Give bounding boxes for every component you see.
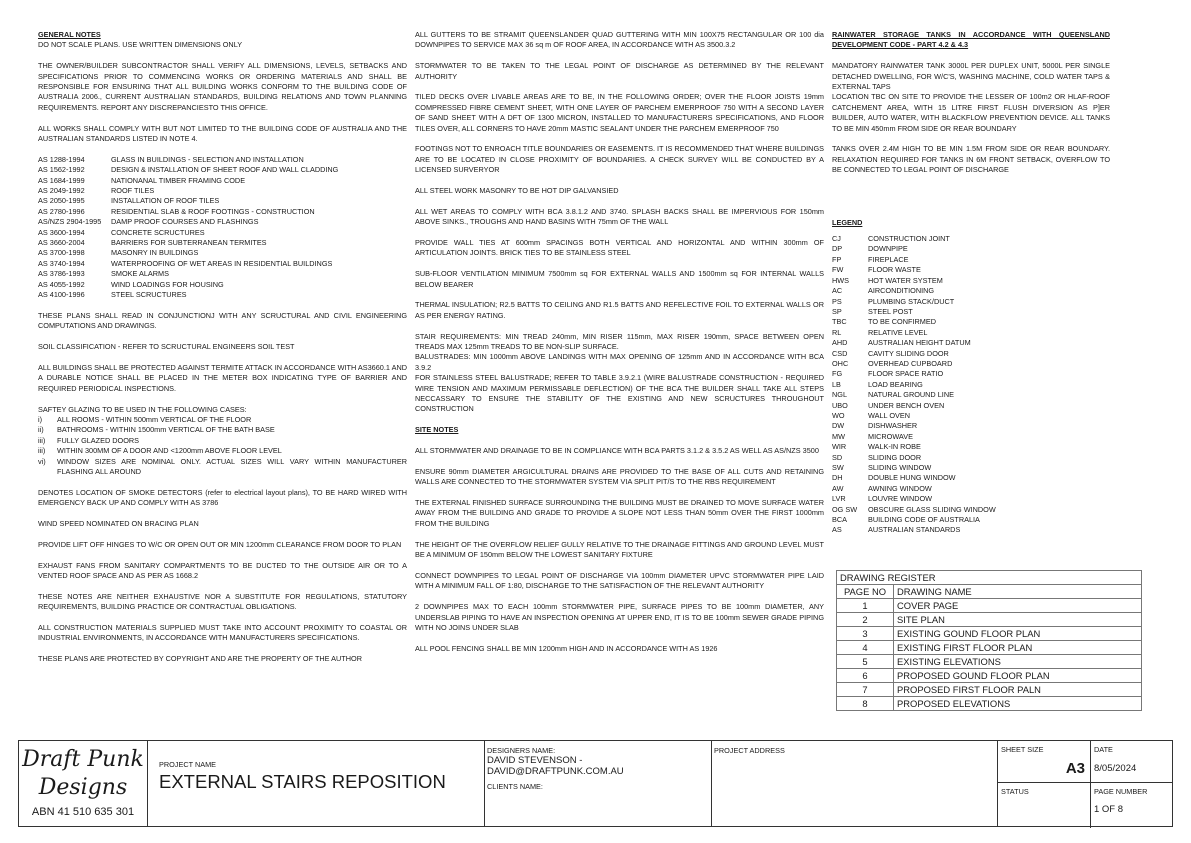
address-cell xyxy=(712,741,998,826)
legend-item: FP FIREPLACE xyxy=(832,254,909,264)
standard-row: AS 3786-1993 SMOKE ALARMS xyxy=(38,269,169,279)
drawing-register xyxy=(836,570,1142,711)
standard-row: AS 3600-1994 CONCRETE SCRUCTURES xyxy=(38,227,205,237)
building-notes-column xyxy=(415,30,824,665)
standard-row: AS 2050-1995 INSTALLATION OF ROOF TILES xyxy=(38,196,220,206)
table-row: 5 EXISTING ELEVATIONS xyxy=(837,655,1142,669)
safety-item: iii) WITHIN 300MM OF A DOOR AND <1200mm ABOVE FLOOR LEVEL xyxy=(38,446,282,456)
balustrade-requirements: BALUSTRADES: MIN 1000mm ABOVE LANDINGS WITH MAX OPENING OF 125mm AND IN ACCORDANCE WITH BCA 3.9.2 xyxy=(415,352,824,372)
legend-item: UBO UNDER BENCH OVEN xyxy=(832,400,945,410)
note-paragraph: 2 DOWNPIPES MAX TO EACH 100mm STORMWATER PIPE, SURFACE PIPES TO BE 100mm DIAMETER, ANY UNDERSLAB PIPING TO HAVE AN INSPECTION OPENING AT UPPER END, IT IS TO BE 100mm SEWER GRADE PIPING WITH NO JOINS UNDER SLAB xyxy=(415,602,824,632)
safety-item: ii) BATHROOMS - WITHIN 1500mm VERTICAL OF THE BATH BASE xyxy=(38,425,275,435)
rainwater-paragraph: LOCATION TBC ON SITE TO PROVIDE THE LESSER OF 100m2 OR HLAF-ROOF CATCHEMENT AREA, WITH 15 LITRE FIRST FLUSH DIVERSION AS P]ER BUILDER, AUTO WATER, WITH BLACKFLOW PREVENTION DEVICE. ALL TANKS TO BE MIN 450mm FROM SIDE OR REAR BOUNDARY xyxy=(832,92,1110,133)
note-paragraph: DENOTES LOCATION OF SMOKE DETECTORS (refer to electrical layout plans), TO BE HARD WIRED WITH EMERGENCY BACK UP AND COMPLY WITH AS 3786 xyxy=(38,487,407,508)
legend-item: WO WALL OVEN xyxy=(832,410,911,420)
note-paragraph: STORMWATER TO BE TAKEN TO THE LEGAL POINT OF DISCHARGE AS DETERMINED BY THE RELEVANT AUTHORITY xyxy=(415,61,824,81)
rainwater-heading: RAINWATER STORAGE TANKS IN ACCORDANCE WITH QUEENSLAND DEVELOPMENT CODE - PART 4.2 & 4.3 xyxy=(832,30,1110,50)
legend-item: AW AWNING WINDOW xyxy=(832,483,932,493)
page-number: 1 OF 8 xyxy=(1094,804,1124,815)
project-address-label: PROJECT ADDRESS xyxy=(714,746,785,755)
status-label: STATUS xyxy=(1001,787,1029,796)
note-paragraph: THESE PLANS ARE PROTECTED BY COPYRIGHT AND ARE THE PROPERTY OF THE AUTHOR xyxy=(38,654,362,664)
company-logo: Draft Punk Designs xyxy=(22,747,144,800)
legend-item: PS PLUMBING STACK/DUCT xyxy=(832,296,955,306)
legend-item: DP DOWNPIPE xyxy=(832,244,908,254)
note-paragraph: ALL BUILDINGS SHALL BE PROTECTED AGAINST TERMITE ATTACK IN ACCORDANCE WITH AS3660.1 AND A DURABLE NOTICE SHALL BE PLACED IN THE METER BOX INDICATING TYPE OF BARRIER AND REQUIRED PERIODICAL INSPECTIONS. xyxy=(38,362,407,393)
legend-item: AC AIRCONDITIONING xyxy=(832,286,935,296)
legend-item: AS AUSTRALIAN STANDARDS xyxy=(832,525,961,535)
site-notes-heading: SITE NOTES xyxy=(415,425,459,435)
note-paragraph: THE EXTERNAL FINISHED SURFACE SURROUNDING THE BUILDING MUST BE DRAINED TO MOVE SURFACE WATER AWAY FROM THE BUILDING AND GRADE TO PROVIDE A SLOPE NOT LESS THAN 50mm OVER THE FIRST 1000mm FROM THE BUILDING xyxy=(415,498,824,528)
table-row: 3 EXISTING GOUND FLOOR PLAN xyxy=(837,627,1142,641)
legend-item: TBC TO BE CONFIRMED xyxy=(832,317,936,327)
register-header-row xyxy=(837,585,1142,599)
standard-row: AS 2780-1996 RESIDENTIAL SLAB & ROOF FOOTINGS - CONSTRUCTION xyxy=(38,206,315,216)
legend-item: LVR LOUVRE WINDOW xyxy=(832,494,933,504)
legend-item: DH DOUBLE HUNG WINDOW xyxy=(832,473,956,483)
standard-row: AS 4055-1992 WIND LOADINGS FOR HOUSING xyxy=(38,279,224,289)
page-number-cell xyxy=(1091,783,1172,828)
note-paragraph: FOOTINGS NOT TO ENROACH TITLE BOUNDARIES OR EASEMENTS. IT IS RECOMMENDED THAT WHERE BUILDINGS ARE TO BE LOCATED IN CLOSE PROXIMITY OF BOUNDARIES. A CHECK SURVEY WILL BE CONDUCTED BY A LICENSED SURVERYOR xyxy=(415,144,824,175)
general-notes-heading: GENERAL NOTES xyxy=(38,30,101,39)
title-block xyxy=(18,740,1173,827)
designers-label: DESIGNERS NAME: xyxy=(487,746,556,755)
legend-item: OG SW OBSCURE GLASS SLIDING WINDOW xyxy=(832,504,996,514)
table-row: 1 COVER PAGE xyxy=(837,599,1142,613)
note-paragraph: ALL POOL FENCING SHALL BE MIN 1200mm HIGH AND IN ACCORDANCE WITH AS 1926 xyxy=(415,643,718,653)
status-cell xyxy=(998,783,1091,828)
safety-item: vi) WINDOW SIZES ARE NOMINAL ONLY. ACTUAL SIZES WILL VARY WITHIN MANUFACTURER FLASHING ALL AROUND xyxy=(38,456,407,476)
note-paragraph: DO NOT SCALE PLANS. USE WRITTEN DIMENSIONS ONLY xyxy=(38,40,243,50)
table-row: 2 SITE PLAN xyxy=(837,613,1142,627)
logo-cell xyxy=(19,741,148,826)
note-paragraph: THE HEIGHT OF THE OVERFLOW RELIEF GULLY RELATIVE TO THE DRAINAGE FITTINGS AND GROUND LEVEL MUST BE A MINIMUM OF 150mm BELOW THE LOWEST SANITARY FIXTURE xyxy=(415,539,824,560)
legend-item: SW SLIDING WINDOW xyxy=(832,463,932,472)
sheet-size-label: SHEET SIZE xyxy=(1001,745,1044,754)
rainwater-legend-column xyxy=(832,30,1110,536)
legend-item: MW MICROWAVE xyxy=(832,431,913,441)
legend-item: HWS HOT WATER SYSTEM xyxy=(832,275,943,285)
note-paragraph: ALL CONSTRUCTION MATERIALS SUPPLIED MUST TAKE INTO ACCOUNT PROXIMITY TO COASTAL OR INDUSTRIAL ENVIRONMENTS, IN ACCORDANCE WITH MANUFACTURERS SPECIFICATIONS. xyxy=(38,622,407,643)
table-row: 6 PROPOSED GOUND FLOOR PLAN xyxy=(837,669,1142,683)
standard-row: AS 3700-1998 MASONRY IN BUILDINGS xyxy=(38,248,199,258)
standard-row: AS 4100-1996 STEEL SCRUCTURES xyxy=(38,290,187,300)
designer-cell xyxy=(485,741,712,826)
standard-row: AS 1562-1992 DESIGN & INSTALLATION OF SHEET ROOF AND WALL CLADDING xyxy=(38,165,339,175)
legend-item: SP STEEL POST xyxy=(832,306,913,316)
register-col-name: DRAWING NAME xyxy=(894,585,1142,599)
legend-item: OHC OVERHEAD CUPBOARD xyxy=(832,358,953,368)
legend-item: WIR WALK-IN ROBE xyxy=(832,442,921,452)
legend-item: RL RELATIVE LEVEL xyxy=(832,327,928,337)
table-row: 8 PROPOSED ELEVATIONS xyxy=(837,697,1142,711)
note-paragraph: ALL WET AREAS TO COMPLY WITH BCA 3.8.1.2 AND 3740. SPLASH BACKS SHALL BE IMPERVIOUS FOR 150mm ABOVE SINKS., TROUGHS AND HAND BASINS WITH 75mm OF THE WALL xyxy=(415,206,824,227)
rainwater-paragraph: MANDATORY RAINWATER TANK 3000L PER DUPLEX UNIT, 5000L PER SINGLE DETACHED DWELLING, FOR W/C'S, WASHING MACHINE, COLD WATER TAPS & EXTERNAL TAPS xyxy=(832,61,1110,92)
note-paragraph: TILED DECKS OVER LIVABLE AREAS ARE TO BE, IN THE FOLLOWING ORDER; OVER THE FLOOR JOISTS 19mm COMPRESSED FIBRE CEMENT SHEET, WITH ONE LAYER OF PARCHEM EMERPROOF 750 WITH A SECOND LAYER OF SAND SHEET WITH A DFT OF 1300 MICRON, INSTALLED TO MANUFACTURERS SPECIFICATIONS, AND FLOOR TILES OVER, ALL CORNERS TO HAVE 20mm MASTIC SEALANT UNDER THE PARCHEM EMERPROOF 750 xyxy=(415,92,824,133)
standard-row: AS 1684-1999 NATIONANAL TIMBER FRAMING CODE xyxy=(38,175,246,185)
note-paragraph: PROVIDE LIFT OFF HINGES TO W/C OR OPEN OUT OR MIN 1200mm CLEARANCE FROM DOOR TO PLAN xyxy=(38,539,402,549)
note-paragraph: SOIL CLASSIFICATION - REFER TO SCRUCTURAL ENGINEERS SOIL TEST xyxy=(38,342,295,352)
designer-email: DAVID@DRAFTPUNK.COM.AU xyxy=(487,766,624,777)
date-cell xyxy=(1091,741,1172,783)
standard-row: AS 2049-1992 ROOF TILES xyxy=(38,186,155,196)
safety-item: i) ALL ROOMS - WITHIN 500mm VERTICAL OF THE FLOOR xyxy=(38,414,252,424)
legend-item: SD SLIDING DOOR xyxy=(832,452,922,462)
register-title: DRAWING REGISTER xyxy=(837,571,1142,585)
note-paragraph: ENSURE 90mm DIAMETER ARGICULTURAL DRAINS ARE PROVIDED TO THE BASE OF ALL CUTS AND RETAINING WALLS ARE CONNECTED TO THE STORMWATER SYSTEM VIA SPLIT PIT/S TO THE RBS REQUIREMENT xyxy=(415,466,824,487)
stair-requirements: STAIR REQUIREMENTS: MIN TREAD 240mm, MIN RISER 115mm, MAX RISER 190mm, SPACE BETWEEN OPEN TREADS MAX 125mm TREADS TO BE NON-SLIP SURFACE. xyxy=(415,331,824,352)
legend-heading: LEGEND xyxy=(832,217,863,227)
legend-item: FG FLOOR SPACE RATIO xyxy=(832,369,944,379)
standard-row: AS 1288-1994 GLASS IN BUILDINGS - SELECTION AND INSTALLATION xyxy=(38,154,304,164)
legend-list xyxy=(832,234,1110,536)
rainwater-paragraph: TANKS OVER 2.4M HIGH TO BE MIN 1.5M FROM SIDE OR REAR BOUNDARY. RELAXATION REQUIRED FOR TANKS IN 6M FRONT SETBACK, OVERFLOW TO BE CONNECTED TO LEGAL POINT OF DISCHARGE xyxy=(832,144,1110,175)
legend-item: DW DISHWASHER xyxy=(832,421,918,431)
standard-row: AS 3740-1994 WATERPROOFING OF WET AREAS IN RESIDENTIAL BUILDINGS xyxy=(38,258,333,268)
date-label: DATE xyxy=(1094,745,1113,754)
note-paragraph: WIND SPEED NOMINATED ON BRACING PLAN xyxy=(38,518,199,528)
standard-row: AS 3660-2004 BARRIERS FOR SUBTERRANEAN TERMITES xyxy=(38,238,267,248)
clients-label: CLIENTS NAME: xyxy=(487,782,543,791)
sheet-size-cell xyxy=(998,741,1091,783)
date-value: 8/05/2024 xyxy=(1094,763,1137,774)
note-paragraph: ALL STEEL WORK MASONRY TO BE HOT DIP GALVANSIED xyxy=(415,186,619,196)
standards-list xyxy=(38,155,407,301)
legend-item: CJ CONSTRUCTION JOINT xyxy=(832,234,950,244)
register-col-page: PAGE NO xyxy=(837,585,894,599)
standard-row: AS/NZS 2904-1995 DAMP PROOF COURSES AND FLASHINGS xyxy=(38,217,259,227)
note-paragraph: THERMAL INSULATION; R2.5 BATTS TO CEILING AND R1.5 BATTS AND REFELECTIVE FOIL TO EXTERNAL WALLS OR AS PER ENERGY RATING. xyxy=(415,300,824,320)
note-paragraph: EXHAUST FANS FROM SANITARY COMPARTMENTS TO BE DUCTED TO THE OUTSIDE AIR OR TO A VENTED ROOF SPACE AND AS PER AS 1668.2 xyxy=(38,560,407,580)
note-paragraph: CONNECT DOWNPIPES TO LEGAL POINT OF DISCHARGE VIA 100mm DIAMETER UPVC STORMWATER PIPE LAID WITH A MINIMUM FALL OF 1:80, DISCHARGE TO THE SATISFACTION OF THE RELEVANT AUTHORITY xyxy=(415,570,824,591)
note-paragraph: ALL WORKS SHALL COMPLY WITH BUT NOT LIMITED TO THE BUILDING CODE OF AUSTRALIA AND THE AUSTRALIAN STANDARDS LISTED IN NOTE 4. xyxy=(38,123,407,144)
legend-item: FW FLOOR WASTE xyxy=(832,265,921,275)
safety-item: iii) FULLY GLAZED DOORS xyxy=(38,435,140,445)
project-name-cell xyxy=(148,741,485,826)
legend-item: LB LOAD BEARING xyxy=(832,379,923,389)
table-row: 4 EXISTING FIRST FLOOR PLAN xyxy=(837,641,1142,655)
project-name: EXTERNAL STAIRS REPOSITION xyxy=(159,771,446,792)
legend-item: NGL NATURAL GROUND LINE xyxy=(832,390,954,400)
note-paragraph: PROVIDE WALL TIES AT 600mm SPACINGS BOTH VERTICAL AND HORIZONTAL AND WITHIN 300mm OF ARTICULATION JOINTS. BRICK TIES TO BE STAINLESS STEEL xyxy=(415,238,824,258)
stainless-balustrade-note: FOR STAINLESS STEEL BALUSTRADE; REFER TO TABLE 3.9.2.1 (WIRE BALUSTRADE CONSTRUCTION - REQUIRED WIRE TENSION AND MAXIMUM PERMISSABLE DEFLECTION) OF THE BCA THE BUILDER SHALL TAKE ALL STEPS NECCASSARY TO ENSURE THE STABILITY OF THE EXISTING AND NEW SCRUCTURES THROUGHOUT CONSTRUCTION xyxy=(415,373,824,414)
page-number-label: PAGE NUMBER xyxy=(1094,787,1148,796)
safety-glazing-block xyxy=(38,405,407,478)
legend-item: CSD CAVITY SLIDING DOOR xyxy=(832,348,949,358)
project-name-label: PROJECT NAME xyxy=(159,760,217,769)
note-paragraph: ALL STORMWATER AND DRAINAGE TO BE IN COMPLIANCE WITH BCA PARTS 3.1.2 & 3.5.2 AS WELL AS AS/NZS 3500 xyxy=(415,446,819,456)
note-paragraph: ALL GUTTERS TO BE STRAMIT QUEENSLANDER QUAD GUTTERING WITH MIN 100X75 RECTANGULAR OR 100 dia DOWNPIPES TO SERVICE MAX 36 sq m OF ROOF AREA, IN ACCORDANCE WITH AS 3500.3.2 xyxy=(415,30,824,50)
legend-item: BCA BUILDING CODE OF AUSTRALIA xyxy=(832,515,980,525)
sheet-size: A3 xyxy=(1065,760,1085,777)
note-paragraph: THESE PLANS SHALL READ IN CONJUNCTIONJ WITH ANY SCRUCTURAL AND CIVIL ENGINEERING COMPUTATIONS AND DRAWINGS. xyxy=(38,310,407,331)
general-notes-column xyxy=(38,30,407,675)
legend-item: AHD AUSTRALIAN HEIGHT DATUM xyxy=(832,338,971,348)
note-paragraph: SUB-FLOOR VENTILATION MINIMUM 7500mm sq FOR EXTERNAL WALLS AND 1500mm sq FOR INTERNAL WALLS BELOW BEARER xyxy=(415,269,824,289)
table-row: 7 PROPOSED FIRST FLOOR PALN xyxy=(837,683,1142,697)
designer-name: DAVID STEVENSON - xyxy=(487,755,583,766)
abn-number: ABN 41 510 635 301 xyxy=(31,806,135,818)
note-paragraph: THE OWNER/BUILDER SUBCONTRACTOR SHALL VERIFY ALL DIMENSIONS, LEVELS, SETBACKS AND SPECIFICATIONS PRIOR TO COMMENCING WORKS OR ORDERING MATERIALS AND SHALL BE RESPONSIBLE FOR ENSURING THAT ALL BUILDING WORKS CONFORM TO THE BUILDING CODE OF AUSTRALIA 2006., CURRENT AUSTRALIAN STANDARDS, BUILDING RELATIONS AND TOWN PLANNING REQUIREMENTS. REPORT ANY DISCREPANCIESTO THIS OFFICE. xyxy=(38,61,407,112)
safety-intro: SAFTEY GLAZING TO BE USED IN THE FOLLOWING CASES: xyxy=(38,404,247,414)
note-paragraph: THESE NOTES ARE NEITHER EXHAUSTIVE NOR A SUBSTITUTE FOR REGULATIONS, STATUTORY REQUIREMENTS, BUILDING PRACTICE OR CONTRACTUAL OBLIGATIONS. xyxy=(38,591,407,612)
